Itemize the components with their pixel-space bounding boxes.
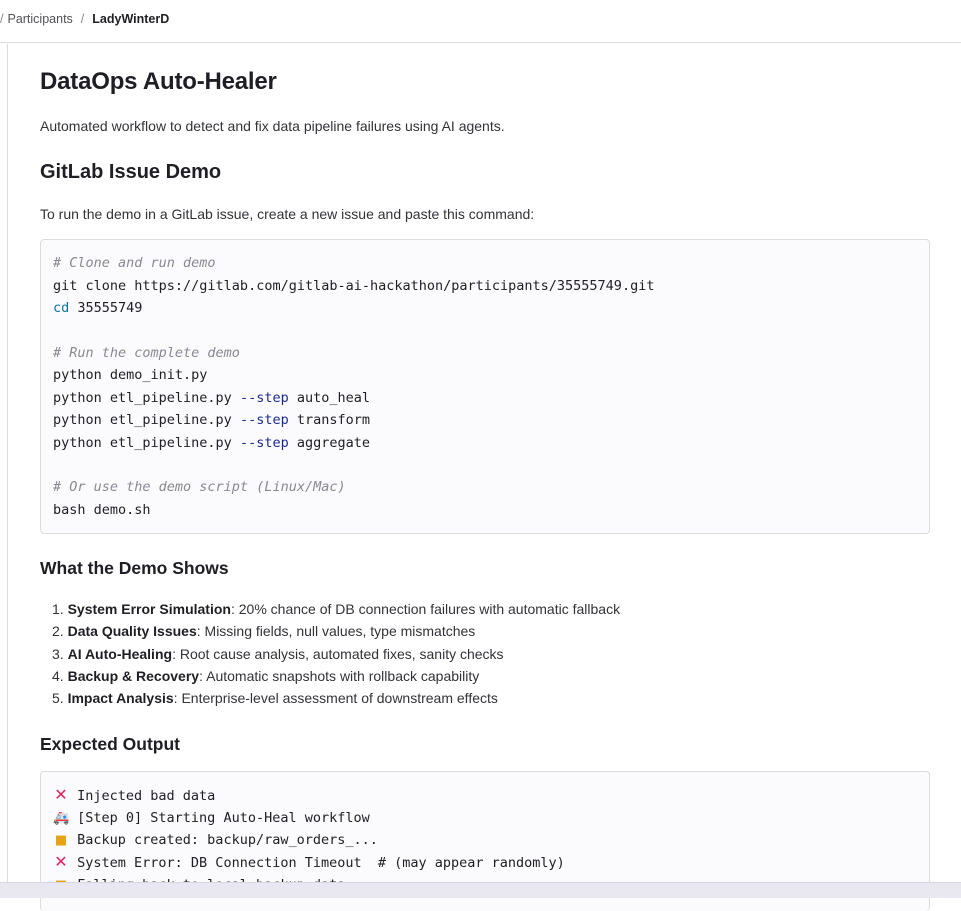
code-text: python etl_pipeline.py (53, 435, 240, 451)
section-heading-expected-output: Expected Output (40, 734, 181, 754)
code-text: 35555749 (69, 300, 143, 316)
code-line (53, 411, 370, 429)
output-line (53, 786, 215, 805)
code-text: aggregate (288, 435, 370, 451)
list-number: 5. (52, 690, 64, 707)
cross-mark-icon: ✕ (54, 852, 68, 871)
list-description: : Missing fields, null values, type mismatches (196, 623, 476, 640)
breadcrumb-separator: / (80, 12, 85, 26)
list-item (52, 598, 620, 620)
code-comment: # Run the complete demo (53, 345, 240, 361)
list-number: 3. (52, 645, 64, 662)
code-line: bash demo.sh (53, 502, 151, 518)
readme-content (40, 44, 932, 882)
top-bar (0, 0, 961, 43)
list-item (52, 687, 620, 709)
output-line (53, 831, 378, 850)
code-text: python etl_pipeline.py (53, 390, 240, 406)
left-rail-divider (7, 44, 8, 882)
cross-mark-icon: ✕ (54, 785, 68, 804)
code-comment: # Or use the demo script (Linux/Mac) (53, 479, 346, 495)
folder-icon: ■ (54, 833, 68, 848)
code-block-demo-commands[interactable] (40, 239, 930, 534)
list-term: AI Auto-Healing (67, 645, 173, 662)
code-flag: --step (239, 435, 289, 451)
code-keyword: cd (53, 300, 70, 316)
list-number: 1. (52, 601, 64, 617)
output-text: [Step 0] Starting Auto-Heal workflow (77, 810, 370, 826)
list-item (52, 665, 620, 687)
code-line (53, 389, 370, 407)
section-intro: To run the demo in a GitLab issue, create a new issue and paste this command: (40, 206, 535, 222)
breadcrumb-link-participants[interactable]: Participants (7, 12, 73, 26)
code-text: python etl_pipeline.py (53, 412, 240, 428)
breadcrumb (0, 12, 169, 26)
section-heading-what-the-demo-shows: What the Demo Shows (40, 558, 229, 578)
output-line (53, 853, 565, 872)
list-description: : Enterprise-level assessment of downstream effects (173, 690, 498, 707)
code-comment: # Clone and run demo (53, 255, 216, 271)
list-description: : Automatic snapshots with rollback capability (199, 667, 480, 684)
code-text: transform (288, 412, 370, 428)
readme-lead: Automated workflow to detect and fix data pipeline failures using AI agents. (40, 118, 505, 134)
list-number: 4. (52, 667, 64, 684)
output-text: Backup created: backup/raw_orders_... (77, 832, 378, 848)
list-number: 2. (52, 623, 64, 640)
output-text: Injected bad data (77, 788, 216, 804)
list-description: : 20% chance of DB connection failures with automatic fallback (230, 601, 621, 617)
code-line (53, 299, 142, 317)
list-description: : Root cause analysis, automated fixes, sanity checks (172, 645, 504, 662)
breadcrumb-separator: / (0, 12, 4, 26)
breadcrumb-current-project[interactable]: LadyWinterD (92, 12, 170, 26)
code-flag: --step (239, 390, 289, 406)
ambulance-icon: 🚑 (53, 811, 70, 826)
code-text: auto_heal (288, 390, 370, 406)
code-line: git clone https://gitlab.com/gitlab-ai-hackathon/participants/35555749.git (53, 278, 655, 294)
code-flag: --step (239, 412, 289, 428)
list-term: System Error Simulation (67, 601, 231, 617)
section-heading-gitlab-issue-demo: GitLab Issue Demo (40, 161, 222, 183)
output-text: System Error: DB Connection Timeout # (may appear randomly) (77, 855, 565, 871)
output-line (53, 809, 370, 828)
code-line (53, 434, 370, 452)
list-item (52, 620, 620, 642)
list-item (52, 643, 620, 665)
list-term: Impact Analysis (67, 690, 174, 707)
code-line: python demo_init.py (53, 367, 208, 383)
list-term: Data Quality Issues (67, 623, 197, 640)
bottom-status-bar (0, 882, 961, 898)
list-term: Backup & Recovery (67, 667, 200, 684)
readme-title: DataOps Auto-Healer (40, 68, 277, 95)
demo-features-list (52, 598, 620, 709)
